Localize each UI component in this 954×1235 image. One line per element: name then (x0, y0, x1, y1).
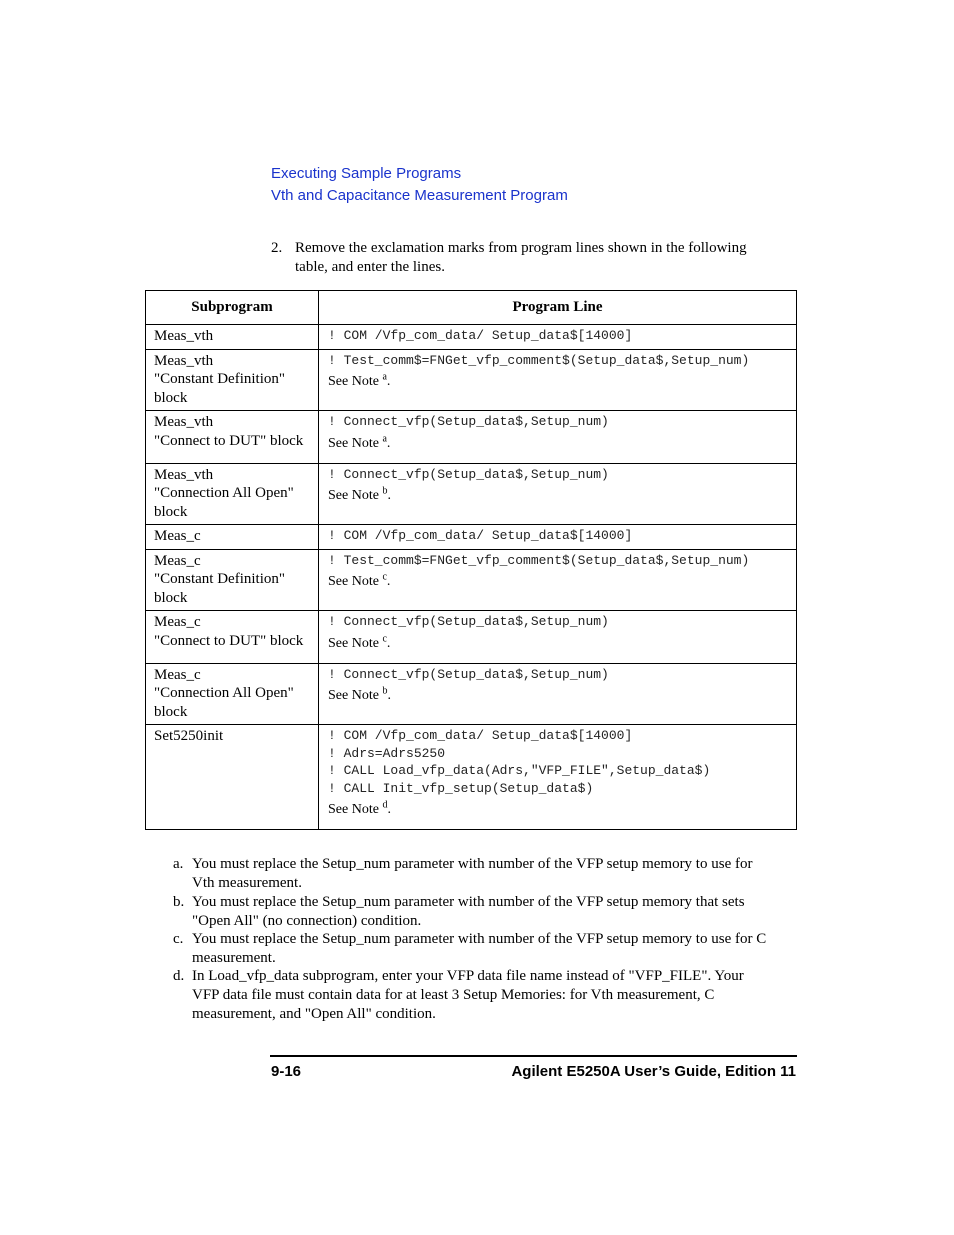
subprogram-name: Meas_vth "Constant Definition" block (154, 352, 285, 406)
program-code: ! COM /Vfp_com_data/ Setup_data$[14000] ! Adrs=Adrs5250 ! CALL Load_vfp_data(Adrs,"VFP_FILE",Setup_data$) ! CALL Init_vfp_setup(Setup_data$) (328, 728, 711, 796)
program-code: ! Test_comm$=FNGet_vfp_comment$(Setup_data$,Setup_num) (328, 352, 750, 368)
program-line-cell (319, 411, 797, 464)
note-reference: See Note $^c$. (328, 632, 391, 651)
step-instruction (271, 239, 781, 277)
footnote-b (173, 893, 773, 931)
subprogram-name: Meas_c (154, 528, 201, 544)
subprogram-name: Meas_c "Constant Definition" block (154, 552, 285, 606)
subprogram-cell (146, 549, 319, 611)
program-line-cell (319, 325, 797, 350)
subprogram-name: Set5250init (154, 728, 224, 744)
footnote-letter: a. (173, 856, 184, 872)
subprogram-name: Meas_vth (154, 328, 214, 344)
subprogram-cell (146, 411, 319, 464)
table-header-row (146, 291, 797, 325)
program-line-cell (319, 549, 797, 611)
column-header-subprogram: Subprogram (146, 291, 319, 325)
breadcrumb-subsection[interactable]: Vth and Capacitance Measurement Program (271, 187, 568, 204)
table-row (146, 411, 797, 464)
note-prefix: See Note (328, 688, 379, 703)
footnote-c (173, 930, 773, 968)
guide-title: Agilent E5250A User’s Guide, Edition 11 (511, 1063, 796, 1080)
program-code: ! Connect_vfp(Setup_data$,Setup_num) (328, 466, 609, 482)
footnote-d (173, 967, 773, 1024)
note-reference: See Note $^d$. (328, 799, 391, 817)
column-header-program-line: Program Line (319, 291, 797, 325)
program-code: ! Connect_vfp(Setup_data$,Setup_num) (328, 414, 609, 429)
table-row (146, 525, 797, 550)
program-line-cell (319, 349, 797, 411)
subprogram-cell (146, 611, 319, 664)
footnote-letter: b. (173, 894, 185, 910)
note-letter: c (382, 632, 387, 644)
subprogram-name: Meas_c "Connect to DUT" block (154, 614, 304, 649)
program-line-cell (319, 725, 797, 830)
table-row (146, 725, 797, 830)
note-reference: See Note $^c$. (328, 571, 391, 589)
step-number: 2. (271, 240, 283, 256)
footnote-letter: c. (173, 931, 184, 947)
subprogram-cell (146, 725, 319, 830)
program-code: ! COM /Vfp_com_data/ Setup_data$[14000] (328, 528, 633, 543)
subprogram-cell (146, 663, 319, 725)
program-lines-table (145, 290, 797, 830)
table-row (146, 549, 797, 611)
subprogram-cell (146, 463, 319, 525)
footer-rule (270, 1055, 797, 1057)
note-reference: See Note $^a$. (328, 371, 391, 389)
subprogram-name: Meas_vth "Connect to DUT" block (154, 414, 304, 449)
footnote-text: You must replace the Setup_num parameter with number of the VFP setup memory to use for Vth measurement. (192, 856, 753, 891)
table-row (146, 663, 797, 725)
note-prefix: See Note (328, 374, 379, 389)
subprogram-name: Meas_c "Connection All Open" block (154, 666, 294, 720)
table-row (146, 611, 797, 664)
program-code: ! COM /Vfp_com_data/ Setup_data$[14000] (328, 328, 633, 343)
step-text: Remove the exclamation marks from program lines shown in the following table, and enter the lines. (295, 240, 747, 275)
footnote-text: You must replace the Setup_num parameter with number of the VFP setup memory that sets "Open All" (no connection) condition. (192, 894, 745, 929)
program-code: ! Test_comm$=FNGet_vfp_comment$(Setup_data$,Setup_num) (328, 552, 750, 568)
note-letter: a (382, 371, 387, 383)
note-letter: a (382, 432, 387, 444)
program-line-cell (319, 663, 797, 725)
note-prefix: See Note (328, 435, 379, 451)
table-row (146, 463, 797, 525)
table-row (146, 325, 797, 350)
note-letter: b (382, 485, 388, 497)
program-line-cell (319, 611, 797, 664)
page-number: 9-16 (271, 1063, 302, 1080)
note-prefix: See Note (328, 802, 379, 817)
program-line-cell (319, 463, 797, 525)
note-letter: b (382, 685, 388, 697)
footnote-a (173, 855, 773, 893)
program-line-cell (319, 525, 797, 550)
note-prefix: See Note (328, 574, 379, 589)
note-prefix: See Note (328, 488, 379, 503)
footnote-letter: d. (173, 968, 185, 984)
breadcrumb-section[interactable]: Executing Sample Programs (271, 165, 462, 182)
program-code: ! Connect_vfp(Setup_data$,Setup_num) (328, 666, 609, 682)
note-reference: See Note $^b$. (328, 685, 391, 703)
note-prefix: See Note (328, 635, 379, 651)
subprogram-cell (146, 349, 319, 411)
footnote-text: In Load_vfp_data subprogram, enter your VFP data file name instead of "VFP_FILE". Your VFP data file must contain data for at least 3 Setup Memories: for Vth measurement, C measurement, and "Open All" condition. (192, 968, 744, 1022)
subprogram-cell (146, 325, 319, 350)
program-code: ! Connect_vfp(Setup_data$,Setup_num) (328, 614, 609, 629)
subprogram-name: Meas_vth "Connection All Open" block (154, 466, 294, 520)
note-reference: See Note $^a$. (328, 432, 391, 451)
note-letter: d (382, 799, 388, 811)
note-letter: c (382, 571, 387, 583)
note-reference: See Note $^b$. (328, 485, 391, 503)
table-row (146, 349, 797, 411)
subprogram-cell (146, 525, 319, 550)
footnote-text: You must replace the Setup_num parameter with number of the VFP setup memory to use for C measurement. (192, 931, 767, 966)
